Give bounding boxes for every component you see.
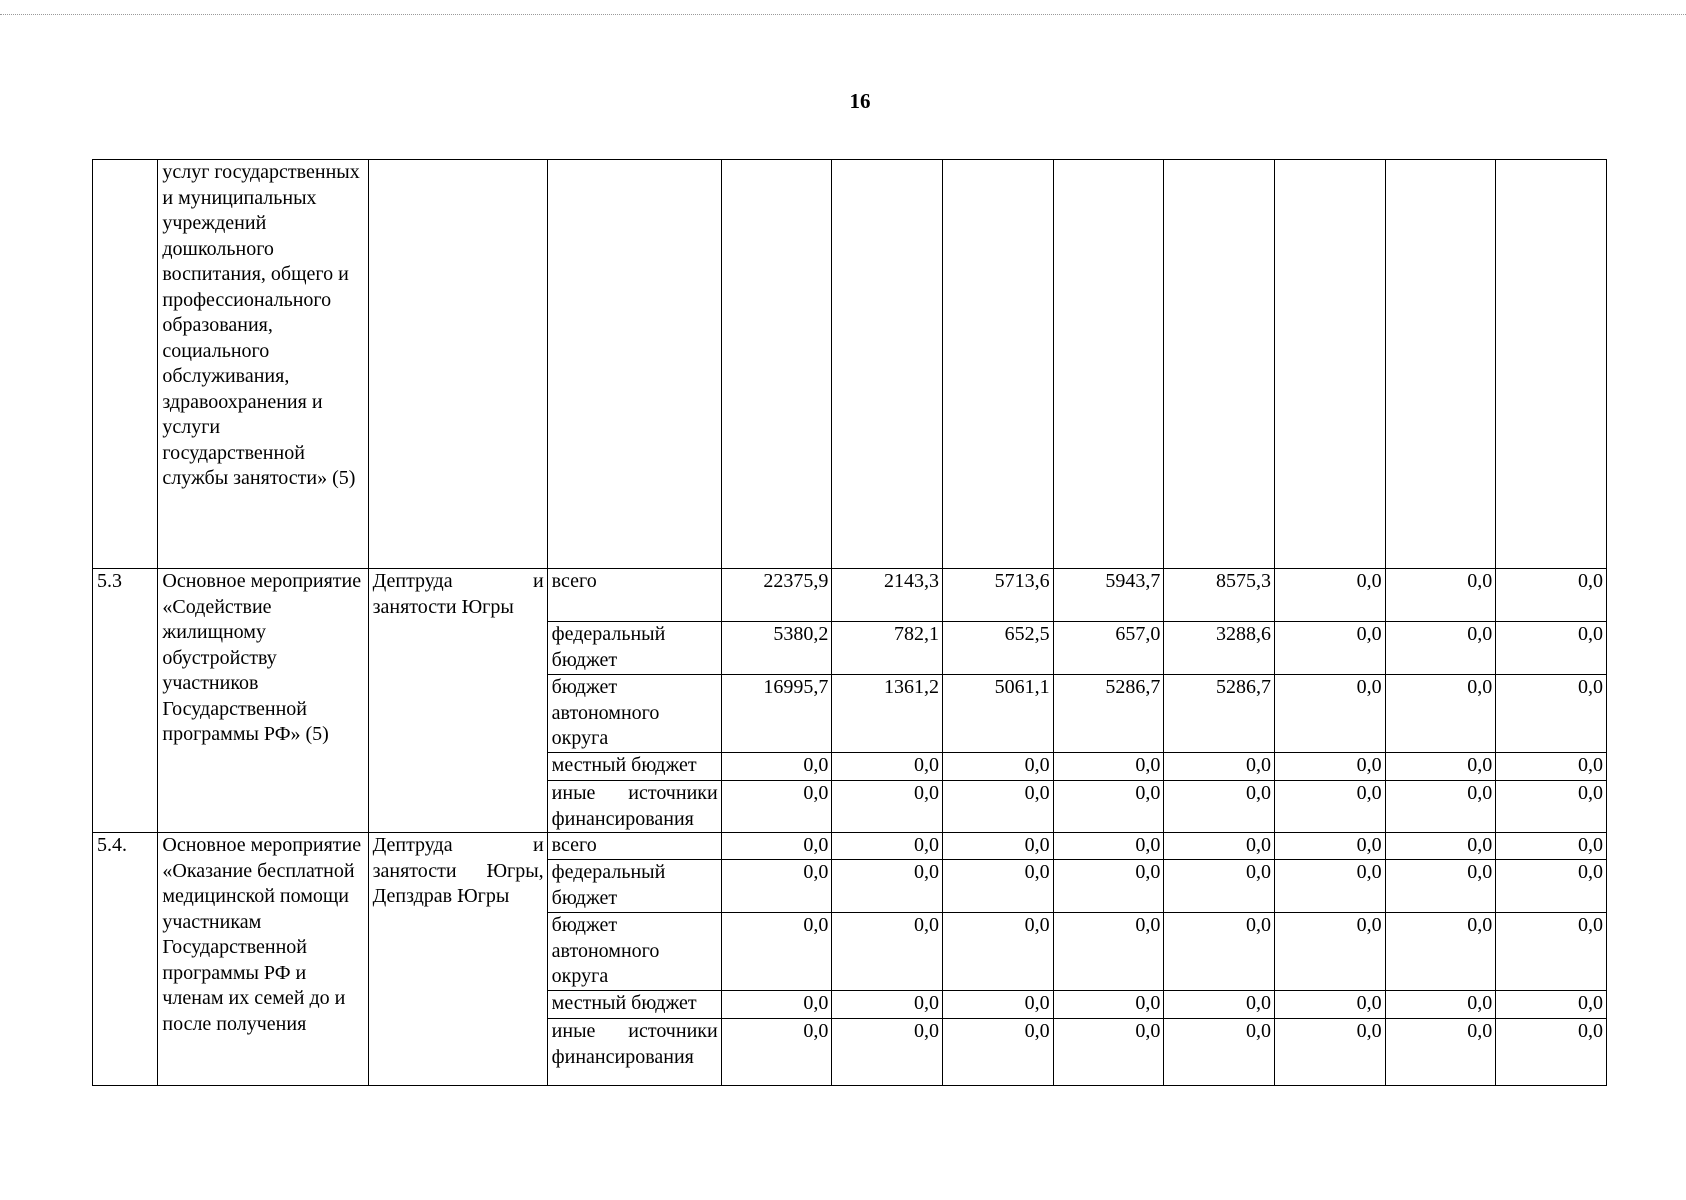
amount-value: 0,0 bbox=[721, 781, 832, 833]
funding-source-label: бюджет автономного округа bbox=[547, 675, 721, 753]
amount-value: 0,0 bbox=[1274, 860, 1385, 913]
amount-value: 0,0 bbox=[1274, 753, 1385, 781]
amount-value: 8575,3 bbox=[1164, 569, 1275, 622]
amount-value: 0,0 bbox=[1053, 1019, 1164, 1086]
amount-value: 652,5 bbox=[943, 622, 1054, 675]
amount-value: 22375,9 bbox=[721, 569, 832, 622]
value-cell bbox=[1385, 160, 1496, 569]
amount-value: 0,0 bbox=[721, 991, 832, 1019]
amount-value: 0,0 bbox=[721, 913, 832, 991]
amount-value: 0,0 bbox=[1053, 753, 1164, 781]
amount-value: 0,0 bbox=[1274, 833, 1385, 860]
amount-value: 0,0 bbox=[721, 833, 832, 860]
measure-name-continuation: услуг государственных и муниципальных учреждений дошкольного воспитания, общего и профессионального образования, социального обслуживания, здравоохранения и услуги государственной службы занятости» (5) bbox=[162, 161, 360, 489]
amount-value: 0,0 bbox=[1274, 913, 1385, 991]
budget-table bbox=[92, 159, 1607, 1086]
amount-value: 0,0 bbox=[832, 913, 943, 991]
amount-value: 0,0 bbox=[1164, 991, 1275, 1019]
amount-value: 0,0 bbox=[1385, 913, 1496, 991]
amount-value: 0,0 bbox=[1164, 781, 1275, 833]
amount-value: 0,0 bbox=[1496, 569, 1607, 622]
amount-value: 0,0 bbox=[1496, 753, 1607, 781]
scan-edge-line bbox=[0, 14, 1686, 15]
amount-value: 0,0 bbox=[1164, 1019, 1275, 1086]
amount-value: 5943,7 bbox=[1053, 569, 1164, 622]
amount-value: 0,0 bbox=[1053, 913, 1164, 991]
value-cell bbox=[1053, 160, 1164, 569]
amount-value: 0,0 bbox=[1385, 833, 1496, 860]
amount-value: 0,0 bbox=[1274, 1019, 1385, 1086]
amount-value: 5380,2 bbox=[721, 622, 832, 675]
amount-value: 0,0 bbox=[1164, 860, 1275, 913]
amount-value: 0,0 bbox=[1053, 833, 1164, 860]
funding-source-label: местный бюджет bbox=[547, 753, 721, 781]
row-number-cell bbox=[93, 160, 158, 569]
funding-source-label: местный бюджет bbox=[547, 991, 721, 1019]
amount-value: 0,0 bbox=[1274, 675, 1385, 753]
amount-value: 0,0 bbox=[832, 781, 943, 833]
amount-value: 0,0 bbox=[832, 833, 943, 860]
amount-value: 0,0 bbox=[1274, 622, 1385, 675]
value-cell bbox=[1274, 160, 1385, 569]
amount-value: 0,0 bbox=[1496, 833, 1607, 860]
amount-value: 3288,6 bbox=[1164, 622, 1275, 675]
funding-source-label: всего bbox=[547, 833, 721, 860]
funding-source-label: федеральный бюджет bbox=[547, 622, 721, 675]
funding-source-label: иные источники финансирования bbox=[547, 781, 721, 833]
amount-value: 0,0 bbox=[943, 753, 1054, 781]
amount-value: 0,0 bbox=[1053, 860, 1164, 913]
value-cell bbox=[832, 160, 943, 569]
amount-value: 2143,3 bbox=[832, 569, 943, 622]
source-cell bbox=[547, 160, 721, 569]
value-cell bbox=[721, 160, 832, 569]
amount-value: 0,0 bbox=[832, 991, 943, 1019]
amount-value: 0,0 bbox=[1385, 991, 1496, 1019]
amount-value: 16995,7 bbox=[721, 675, 832, 753]
executor: Дептруда и занятости Югры bbox=[368, 569, 547, 833]
amount-value: 0,0 bbox=[1385, 860, 1496, 913]
amount-value: 1361,2 bbox=[832, 675, 943, 753]
value-cell bbox=[1496, 160, 1607, 569]
amount-value: 0,0 bbox=[1053, 991, 1164, 1019]
table-row-5-4-total bbox=[93, 833, 1607, 860]
amount-value: 0,0 bbox=[1496, 1019, 1607, 1086]
executor-cell bbox=[368, 160, 547, 569]
amount-value: 657,0 bbox=[1053, 622, 1164, 675]
amount-value: 5061,1 bbox=[943, 675, 1054, 753]
amount-value: 0,0 bbox=[1496, 991, 1607, 1019]
amount-value: 0,0 bbox=[1385, 622, 1496, 675]
page-number: 16 bbox=[849, 89, 871, 113]
measure-name: Основное мероприятие «Оказание бесплатной медицинской помощи участникам Государственной программы РФ и членам их семей до и после получения bbox=[158, 833, 368, 1086]
funding-source-label: федеральный бюджет bbox=[547, 860, 721, 913]
amount-value: 5286,7 bbox=[1164, 675, 1275, 753]
measure-name: Основное мероприятие «Содействие жилищному обустройству участников Государственной программы РФ» (5) bbox=[158, 569, 368, 833]
amount-value: 782,1 bbox=[832, 622, 943, 675]
amount-value: 0,0 bbox=[1164, 833, 1275, 860]
amount-value: 0,0 bbox=[943, 860, 1054, 913]
amount-value: 0,0 bbox=[1385, 1019, 1496, 1086]
amount-value: 0,0 bbox=[943, 781, 1054, 833]
amount-value: 0,0 bbox=[1496, 675, 1607, 753]
amount-value: 0,0 bbox=[1496, 781, 1607, 833]
row-number: 5.3 bbox=[93, 569, 158, 833]
funding-source-label: всего bbox=[547, 569, 721, 622]
amount-value: 0,0 bbox=[1385, 675, 1496, 753]
amount-value: 0,0 bbox=[1274, 781, 1385, 833]
row-number: 5.4. bbox=[93, 833, 158, 1086]
amount-value: 0,0 bbox=[943, 991, 1054, 1019]
amount-value: 0,0 bbox=[721, 1019, 832, 1086]
amount-value: 0,0 bbox=[721, 753, 832, 781]
amount-value: 0,0 bbox=[943, 1019, 1054, 1086]
measure-name-cell bbox=[158, 160, 368, 569]
amount-value: 0,0 bbox=[1385, 569, 1496, 622]
amount-value: 0,0 bbox=[1274, 569, 1385, 622]
amount-value: 0,0 bbox=[1053, 781, 1164, 833]
funding-source-label: иные источники финансирования bbox=[547, 1019, 721, 1086]
amount-value: 0,0 bbox=[943, 833, 1054, 860]
amount-value: 0,0 bbox=[1496, 913, 1607, 991]
amount-value: 0,0 bbox=[832, 860, 943, 913]
funding-source-label: бюджет автономного округа bbox=[547, 913, 721, 991]
amount-value: 0,0 bbox=[1385, 753, 1496, 781]
amount-value: 5286,7 bbox=[1053, 675, 1164, 753]
value-cell bbox=[1164, 160, 1275, 569]
amount-value: 0,0 bbox=[721, 860, 832, 913]
amount-value: 0,0 bbox=[832, 753, 943, 781]
executor: Дептруда и занятости Югры, Депздрав Югры bbox=[368, 833, 547, 1086]
value-cell bbox=[943, 160, 1054, 569]
amount-value: 0,0 bbox=[1164, 913, 1275, 991]
table-row-5-3-total bbox=[93, 569, 1607, 622]
amount-value: 5713,6 bbox=[943, 569, 1054, 622]
amount-value: 0,0 bbox=[1496, 860, 1607, 913]
amount-value: 0,0 bbox=[1274, 991, 1385, 1019]
amount-value: 0,0 bbox=[1164, 753, 1275, 781]
table-row-continuation bbox=[93, 160, 1607, 569]
amount-value: 0,0 bbox=[1496, 622, 1607, 675]
amount-value: 0,0 bbox=[1385, 781, 1496, 833]
amount-value: 0,0 bbox=[832, 1019, 943, 1086]
amount-value: 0,0 bbox=[943, 913, 1054, 991]
